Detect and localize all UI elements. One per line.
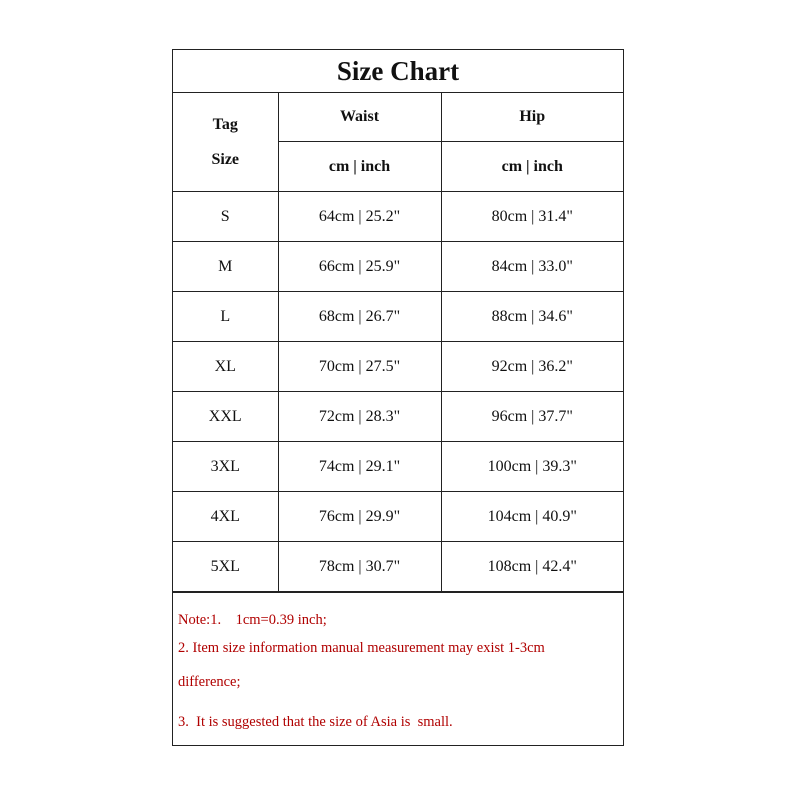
table-row xyxy=(173,342,623,392)
table-row xyxy=(173,542,623,592)
tag-label: Tag xyxy=(212,116,238,133)
size-chart xyxy=(172,49,624,746)
table-row xyxy=(173,192,623,242)
chart-title: Size Chart xyxy=(173,50,623,93)
table-row xyxy=(173,442,623,492)
waist-header: Waist xyxy=(278,93,441,142)
hip-cell: 88cm | 34.6" xyxy=(441,292,623,342)
note-2-continued: difference; xyxy=(178,674,241,690)
note-3: 3. It is suggested that the size of Asia is small. xyxy=(178,714,453,730)
size-rows xyxy=(173,192,623,592)
size-cell: L xyxy=(173,292,278,342)
hip-cell: 84cm | 33.0" xyxy=(441,242,623,292)
notes-section xyxy=(173,592,623,745)
hip-cell: 108cm | 42.4" xyxy=(441,542,623,592)
size-label: Size xyxy=(211,151,240,168)
tag-size-header xyxy=(173,93,278,192)
table-row xyxy=(173,242,623,292)
waist-cell: 74cm | 29.1" xyxy=(278,442,441,492)
table-row xyxy=(173,292,623,342)
hip-header: Hip xyxy=(441,93,623,142)
size-cell: M xyxy=(173,242,278,292)
size-cell: XL xyxy=(173,342,278,392)
hip-cell: 100cm | 39.3" xyxy=(441,442,623,492)
waist-cell: 72cm | 28.3" xyxy=(278,392,441,442)
note-2: 2. Item size information manual measurement may exist 1-3cm xyxy=(178,640,545,656)
size-cell: 5XL xyxy=(173,542,278,592)
waist-cell: 78cm | 30.7" xyxy=(278,542,441,592)
size-cell: 3XL xyxy=(173,442,278,492)
table-row xyxy=(173,392,623,442)
waist-cell: 64cm | 25.2" xyxy=(278,192,441,242)
waist-cell: 68cm | 26.7" xyxy=(278,292,441,342)
waist-cell: 70cm | 27.5" xyxy=(278,342,441,392)
hip-cell: 104cm | 40.9" xyxy=(441,492,623,542)
hip-cell: 80cm | 31.4" xyxy=(441,192,623,242)
hip-cell: 96cm | 37.7" xyxy=(441,392,623,442)
size-cell: 4XL xyxy=(173,492,278,542)
waist-cell: 66cm | 25.9" xyxy=(278,242,441,292)
size-cell: S xyxy=(173,192,278,242)
note-1: Note:1. 1cm=0.39 inch; xyxy=(178,612,327,628)
size-cell: XXL xyxy=(173,392,278,442)
waist-unit-header: cm | inch xyxy=(278,142,441,192)
header-row xyxy=(173,93,623,142)
hip-unit-header: cm | inch xyxy=(441,142,623,192)
waist-cell: 76cm | 29.9" xyxy=(278,492,441,542)
table-row xyxy=(173,492,623,542)
size-table xyxy=(173,93,623,592)
hip-cell: 92cm | 36.2" xyxy=(441,342,623,392)
